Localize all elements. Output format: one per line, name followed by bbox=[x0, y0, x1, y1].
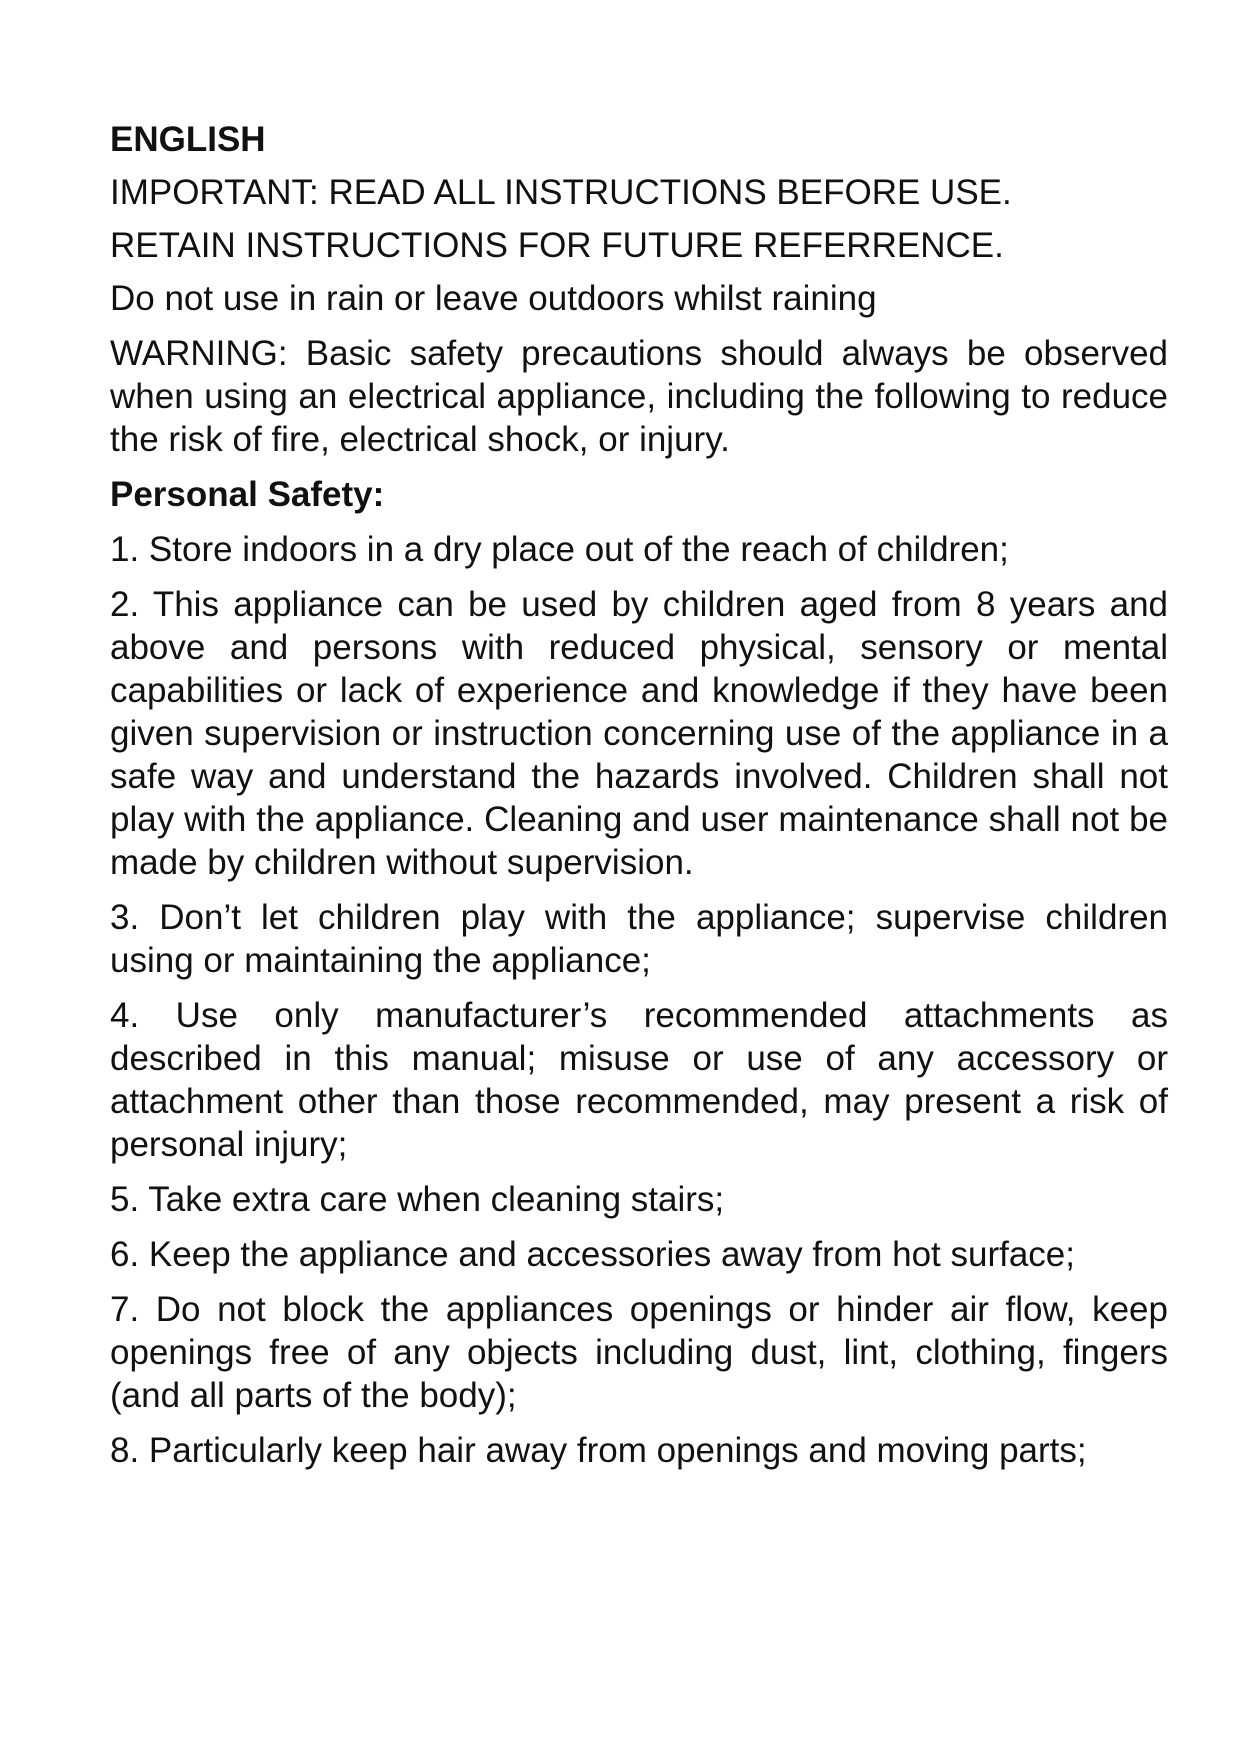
important-notice: IMPORTANT: READ ALL INSTRUCTIONS BEFORE USE. bbox=[110, 173, 1012, 212]
safety-item-3: 3. Don’t let children play with the appliance; supervise children using or maintaining the appliance; bbox=[110, 898, 1168, 980]
safety-item-6: 6. Keep the appliance and accessories away from hot surface; bbox=[110, 1235, 1075, 1274]
retain-notice: RETAIN INSTRUCTIONS FOR FUTURE REFERRENCE. bbox=[110, 226, 1004, 265]
safety-item-8: 8. Particularly keep hair away from openings and moving parts; bbox=[110, 1431, 1087, 1470]
section-heading: Personal Safety: bbox=[110, 475, 385, 514]
safety-item-1: 1. Store indoors in a dry place out of the reach of children; bbox=[110, 530, 1009, 569]
safety-item-2: 2. This appliance can be used by children aged from 8 years and above and persons with reduced physical, sensory or mental capabilities or lack of experience and knowledge if they have been given supervision or instruction concerning use of the appliance in a safe way and understand the hazards involved. Children shall not play with the appliance. Cleaning and user maintenance shall not be made by children without supervision. bbox=[110, 585, 1168, 882]
safety-item-4: 4. Use only manufacturer’s recommended attachments as described in this manual; misuse or use of any accessory or attachment other than those recommended, may present a risk of personal injury; bbox=[110, 996, 1168, 1164]
rain-notice: Do not use in rain or leave outdoors whilst raining bbox=[110, 279, 877, 318]
warning-paragraph: WARNING: Basic safety precautions should always be observed when using an electrical appliance, including the following to reduce the risk of fire, electrical shock, or injury. bbox=[110, 334, 1168, 459]
instruction-page bbox=[110, 118, 1168, 1472]
safety-item-5: 5. Take extra care when cleaning stairs; bbox=[110, 1180, 725, 1219]
safety-item-7: 7. Do not block the appliances openings or hinder air flow, keep openings free of any objects including dust, lint, clothing, fingers (and all parts of the body); bbox=[110, 1290, 1168, 1415]
language-heading: ENGLISH bbox=[110, 120, 266, 159]
